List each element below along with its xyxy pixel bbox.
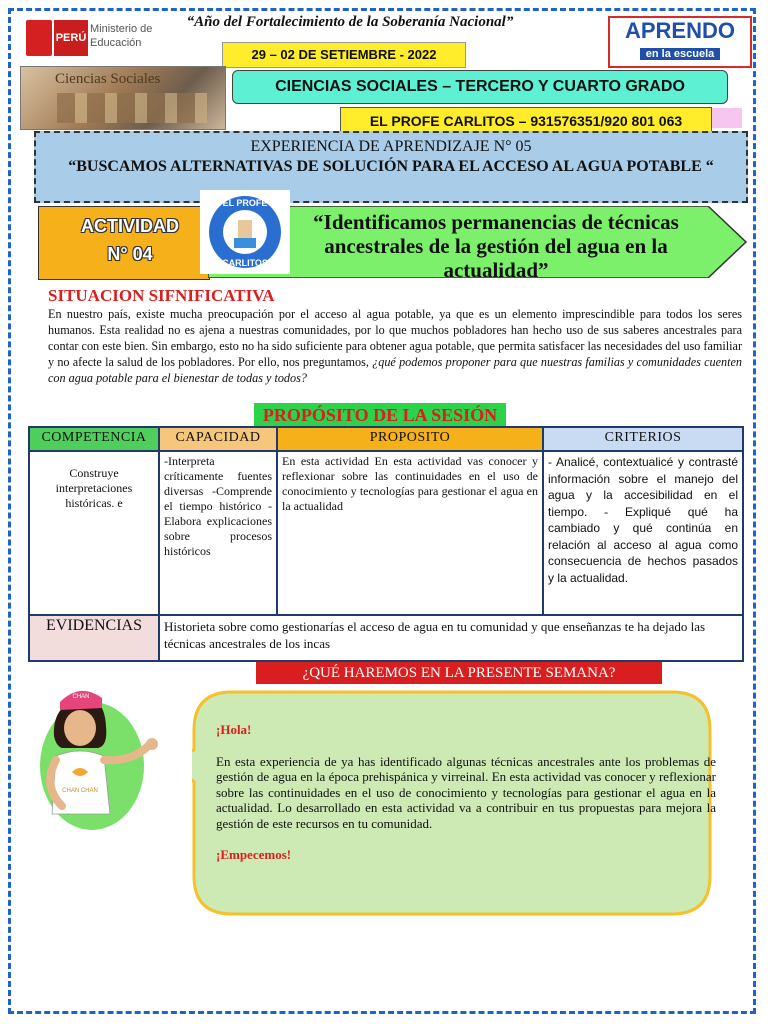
situation-text: [48, 306, 742, 386]
activity-label: [70, 212, 190, 268]
purpose-cell: En esta actividad En esta actividad vas conocer y reflexionar sobre las continuidades en el uso de conocimiento y tecnologías para gestionar el agua en la actualidad: [277, 451, 543, 615]
column-header: COMPETENCIA: [29, 427, 159, 451]
profe-seal-logo: [200, 190, 290, 274]
girl-illustration: [32, 676, 166, 836]
situation-body: En nuestro país, existe mucha preocupación por el acceso al agua potable, ya que es un elemento imprescindible para todos los seres humanos. Esta realidad no es ajena a nuestras comunidades, por lo que muchos pobladores han hecho uso de sus saberes ancestrales para contar con este bien. Sin embargo, esto no ha sido suficiente para obtener agua potable, que permita satisfacer las necesidades del uso familiar y no afecte la salud de los pobladores. Por ello, nos preguntamos,: [48, 307, 742, 369]
activity-number: N° 04: [107, 244, 153, 264]
purpose-table: [28, 426, 744, 662]
bubble-greeting: ¡Hola!: [216, 722, 252, 737]
decorative-box: [712, 108, 742, 128]
activity-label-line1: ACTIVIDAD: [81, 216, 179, 236]
date-range: 29 – 02 DE SETIEMBRE - 2022: [222, 42, 466, 68]
bubble-closing: ¡Empecemos!: [216, 847, 292, 862]
svg-text:EL PROFE: EL PROFE: [222, 198, 268, 208]
svg-text:CARLITOS: CARLITOS: [222, 258, 268, 268]
aprendo-logo: [608, 16, 752, 68]
subject-image-label: Ciencias Sociales: [55, 71, 161, 87]
ministry-name: Ministerio de Educación: [90, 23, 153, 49]
column-header: PROPOSITO: [277, 427, 543, 451]
activity-title: “Identificamos permanencias de técnicas ancestrales de la gestión del agua en la actualidad”: [313, 210, 679, 282]
purpose-heading: PROPÓSITO DE LA SESIÓN: [254, 403, 506, 427]
aprendo-logo-title: APRENDO: [624, 18, 735, 43]
cap-text: CHAN: [72, 694, 90, 700]
evidence-row: [29, 615, 743, 661]
subject-image: [20, 66, 226, 130]
ministry-logo: [26, 20, 153, 60]
bubble-message: [216, 722, 716, 863]
year-motto: “Año del Fortalecimiento de la Soberanía Nacional”: [186, 14, 514, 30]
situation-heading: SITUACION SIFNIFICATIVA: [48, 286, 275, 305]
situation-question: ¿qué podemos proponer para que nuestras familias y comunidades cuenten con agua potable para el bienestar de todas y todos?: [48, 355, 742, 385]
course-title: CIENCIAS SOCIALES – TERCERO Y CUARTO GRADO: [232, 70, 728, 104]
column-header: CRITERIOS: [543, 427, 743, 451]
experience-title: “BUSCAMOS ALTERNATIVAS DE SOLUCIÓN PARA EL ACCESO AL AGUA POTABLE “: [68, 158, 714, 175]
column-header: CAPACIDAD: [159, 427, 277, 451]
bubble-body: En esta experiencia de ya has identificado algunas técnicas ancestrales ante los problemas de gestión de agua en la época prehispánica y virreinal. En esta actividad vas conocer y reflexionar sobre las continuidades en el uso de conocimiento y tecnologías para gestionar el agua en la actualidad. Lo desarrollado en esta actividad va a contribuir en tus propuestas para mejora la gestión de este recursos en tu comunidad.: [216, 753, 716, 831]
subject-image-decoration: [57, 93, 207, 123]
capacity-cell: -Interpreta críticamente fuentes diversas -Comprende el tiempo histórico -Elabora explicaciones sobre procesos históricos: [159, 451, 277, 615]
peru-shield-icon: [26, 20, 52, 56]
evidence-label: EVIDENCIAS: [29, 615, 159, 661]
ministry-flag-label: PERÚ: [54, 20, 88, 56]
aprendo-logo-subtitle: en la escuela: [640, 48, 721, 60]
criteria-cell: - Analicé, contextualicé y contrasté información sobre el manejo del agua y la accesibilidad en el tiempo. - Expliqué qué ha cambiado y qué continúa en relación al acceso al agua como consecuencia de hechos pasados y la actualidad.: [543, 451, 743, 615]
shirt-text: CHAN CHAN: [62, 788, 98, 794]
table-row: [29, 451, 743, 615]
week-heading: ¿QUÉ HAREMOS EN LA PRESENTE SEMANA?: [256, 662, 662, 684]
evidence-text: Historieta sobre como gestionarías el acceso de agua en tu comunidad y que enseñanzas te ha dejado las técnicas ancestrales de los incas: [159, 615, 743, 661]
competence-cell: Construye interpretaciones históricas. e: [29, 451, 159, 615]
teacher-contact: EL PROFE CARLITOS – 931576351/920 801 063: [340, 107, 712, 135]
table-header-row: [29, 427, 743, 451]
experience-number: EXPERIENCIA DE APRENDIZAJE N° 05: [250, 138, 532, 155]
experience-box: [34, 131, 748, 203]
